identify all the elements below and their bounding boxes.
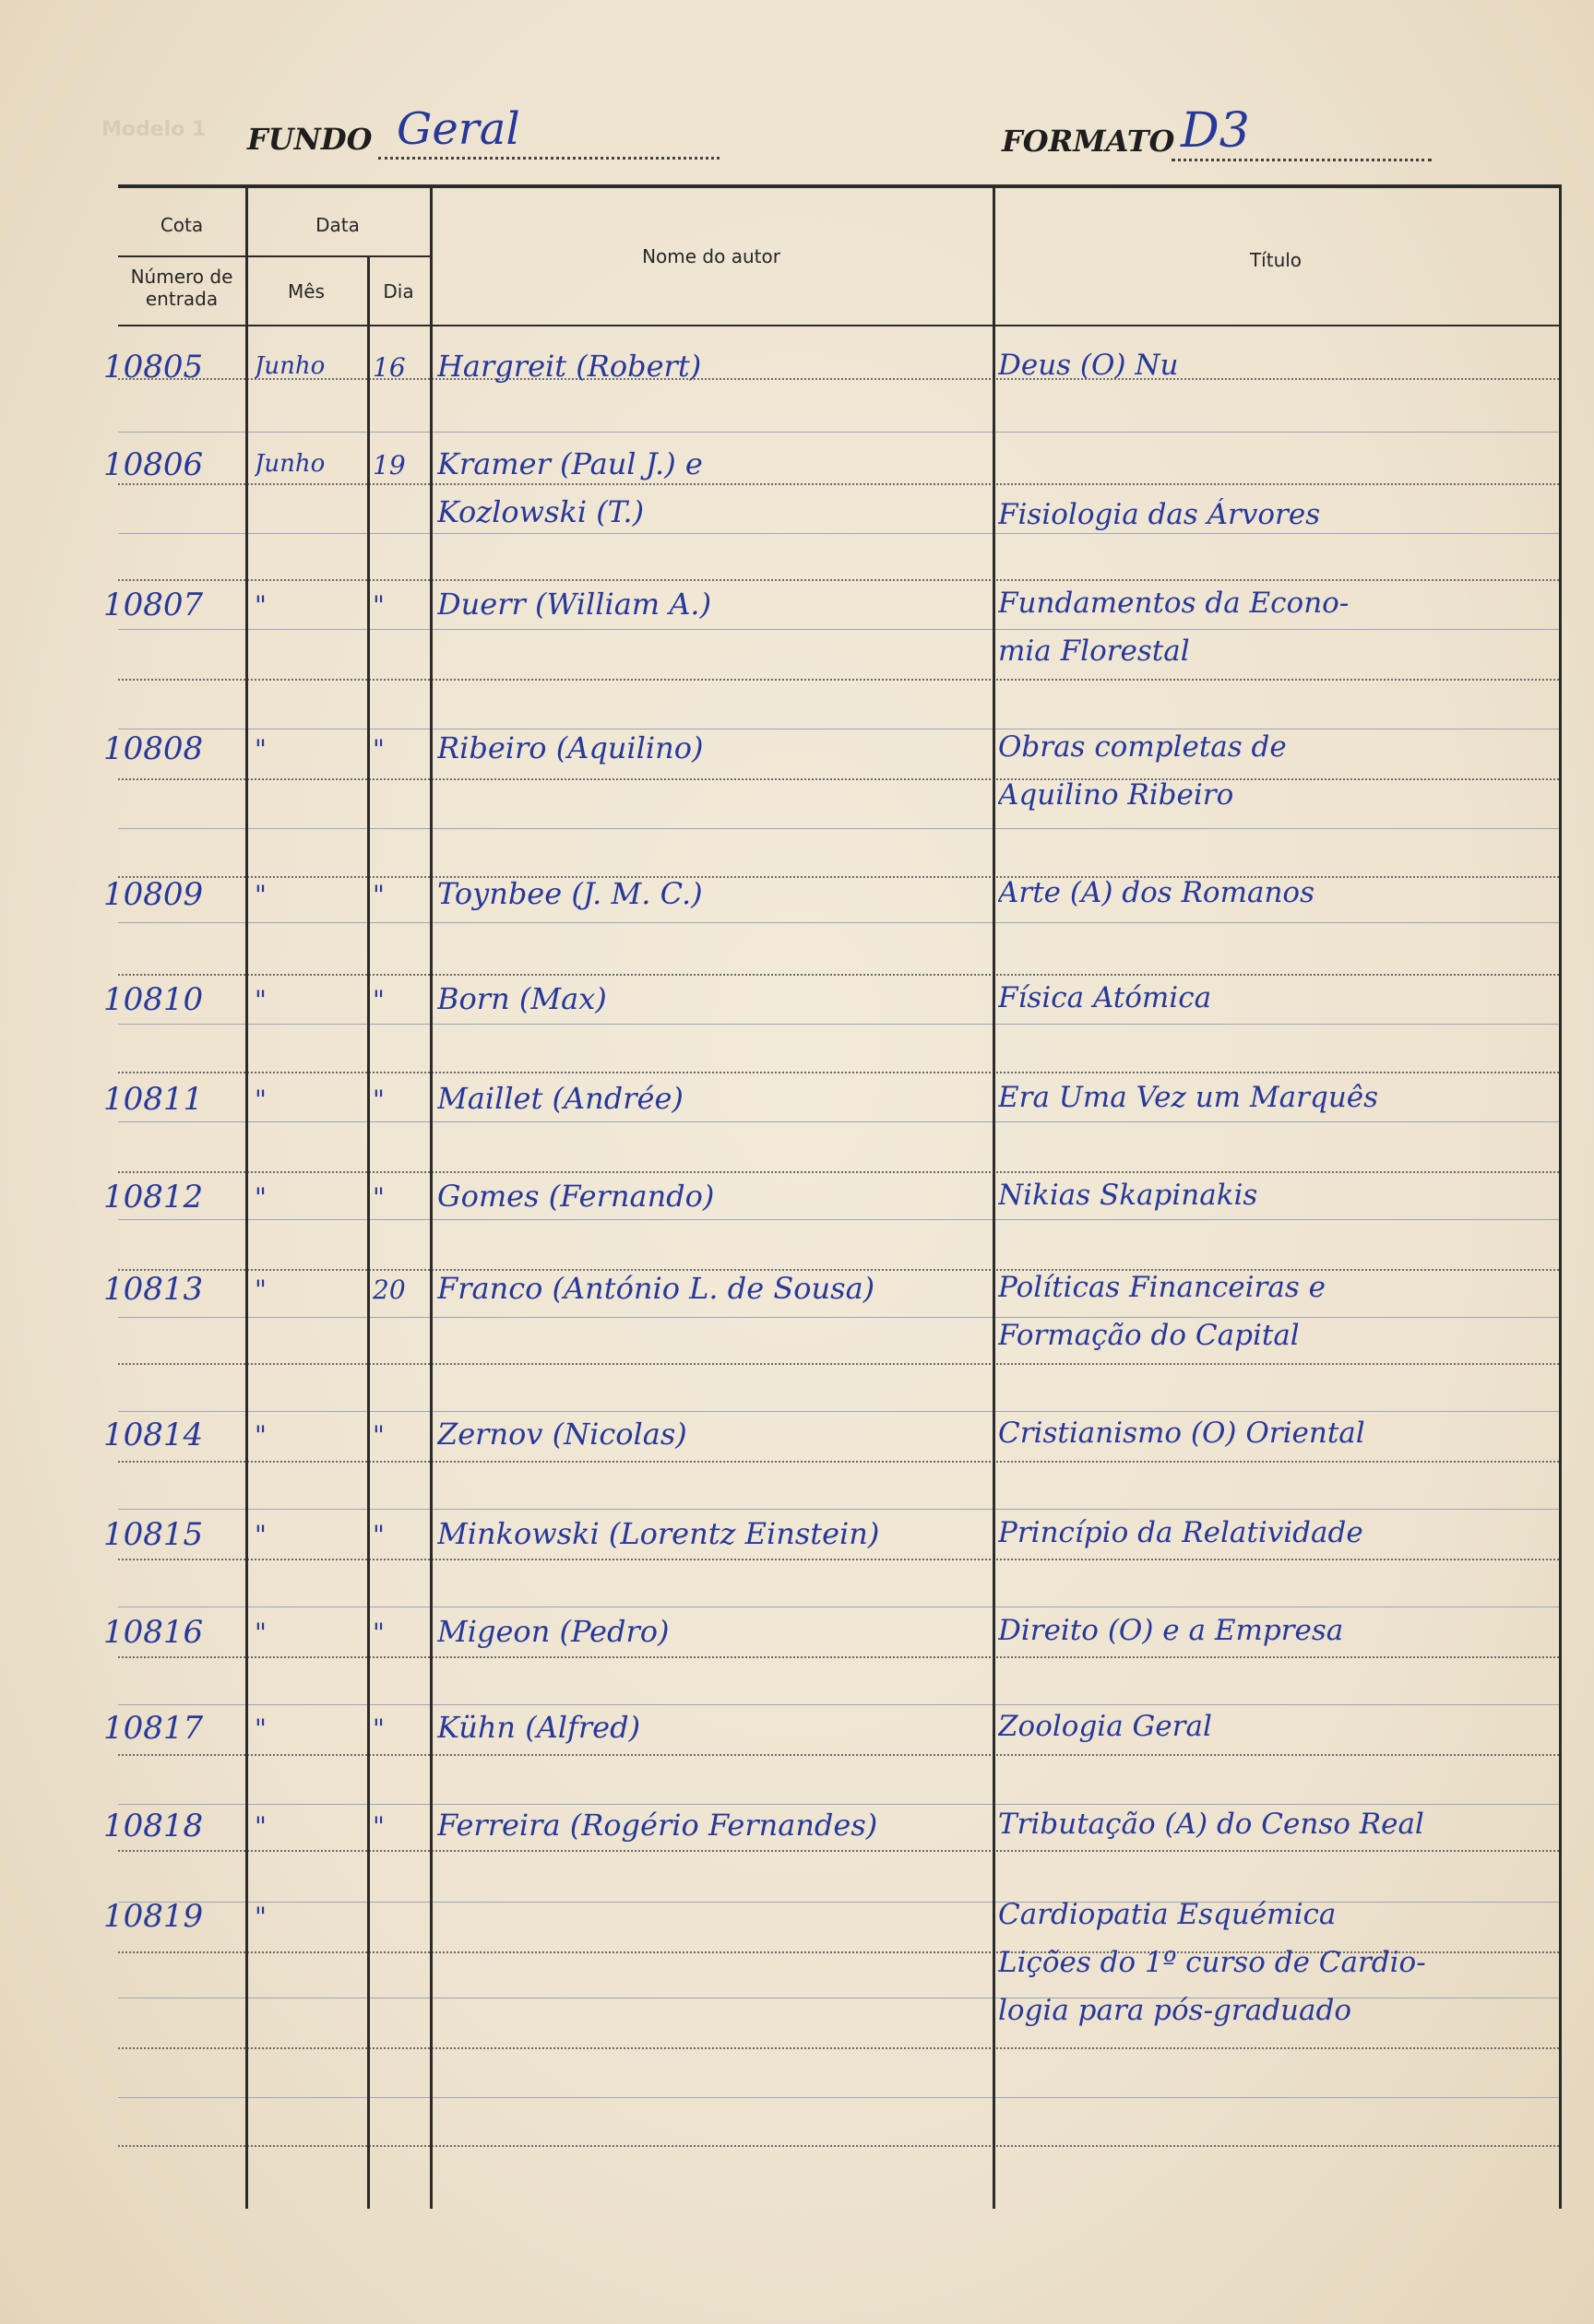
- entry-title: Zoologia Geral: [998, 1710, 1212, 1743]
- entry-day: ": [373, 880, 385, 910]
- ruled-line: [118, 378, 1559, 380]
- entry-month: ": [255, 590, 267, 621]
- ruled-line: [118, 1461, 1559, 1463]
- entry-author: Kühn (Alfred): [437, 1710, 641, 1745]
- ruled-line: [118, 828, 1559, 829]
- entry-author: Toynbee (J. M. C.): [437, 876, 703, 911]
- ruled-line: [118, 876, 1559, 878]
- ruled-line: [118, 1171, 1559, 1173]
- entry-number: 10813: [103, 1271, 204, 1308]
- ruled-line: [118, 1704, 1559, 1705]
- formato-line: [1172, 159, 1432, 161]
- entry-month: ": [255, 1520, 267, 1550]
- entry-day: ": [373, 1520, 385, 1550]
- entry-title: Arte (A) dos Romanos: [998, 876, 1314, 909]
- entry-day: ": [373, 1085, 385, 1115]
- entry-title: Cristianismo (O) Oriental: [998, 1417, 1365, 1450]
- entry-author: Minkowski (Lorentz Einstein): [437, 1516, 880, 1551]
- ruled-line: [118, 778, 1559, 780]
- entry-author: Gomes (Fernando): [437, 1179, 715, 1214]
- autor-header: Nome do autor: [642, 245, 780, 267]
- entry-author: Hargreit (Robert): [437, 349, 702, 384]
- autor-column-rule: [993, 184, 995, 2209]
- ruled-line: [118, 1072, 1559, 1073]
- ruled-line: [118, 483, 1559, 485]
- formato-label: FORMATO: [1002, 124, 1175, 159]
- entry-title: Lições do 1º curso de Cardio-: [998, 1946, 1426, 1979]
- entry-author: Franco (António L. de Sousa): [437, 1271, 875, 1306]
- entry-author: Migeon (Pedro): [437, 1614, 670, 1649]
- entry-title: Cardiopatia Esquémica: [998, 1898, 1337, 1931]
- entry-month: Junho: [255, 450, 326, 478]
- numero-entrada-header: Número de entrada: [130, 266, 233, 310]
- entry-month: ": [255, 734, 267, 765]
- data-header: Data: [315, 214, 360, 236]
- entry-day: ": [373, 1420, 385, 1451]
- ruled-line: [118, 1317, 1559, 1318]
- ruled-line: [118, 579, 1559, 581]
- entry-number: 10815: [103, 1516, 204, 1553]
- fundo-label: FUNDO: [247, 122, 373, 157]
- ruled-line: [118, 974, 1559, 976]
- entry-month: ": [255, 1902, 267, 1932]
- entry-author: Duerr (William A.): [437, 587, 712, 622]
- entry-author: Born (Max): [437, 981, 607, 1016]
- entry-title: logia para pós-graduado: [998, 1994, 1351, 2027]
- entry-number: 10808: [103, 730, 204, 767]
- entry-author: Kramer (Paul J.) e: [437, 446, 703, 481]
- entry-author: Zernov (Nicolas): [437, 1417, 687, 1452]
- entry-title: Fisiologia das Árvores: [998, 498, 1321, 531]
- dia-column-rule: [430, 184, 433, 2209]
- right-column-rule: [1559, 184, 1562, 2209]
- dia-header: Dia: [383, 280, 414, 302]
- entry-day: ": [373, 734, 385, 765]
- entry-title: Princípio da Relatividade: [998, 1516, 1363, 1549]
- entry-title: Física Atómica: [998, 981, 1212, 1014]
- data-sub-rule: [245, 255, 430, 257]
- entry-number: 10809: [103, 876, 204, 913]
- entry-title: Direito (O) e a Empresa: [998, 1614, 1344, 1647]
- entry-title: Aquilino Ribeiro: [998, 778, 1234, 812]
- entry-title: Nikias Skapinakis: [998, 1179, 1258, 1212]
- fundo-value: Geral: [397, 103, 520, 155]
- ruled-line: [118, 1850, 1559, 1852]
- ruled-line: [118, 2145, 1559, 2147]
- entry-day: ": [373, 985, 385, 1015]
- ruled-line: [118, 1219, 1559, 1220]
- entry-month: ": [255, 1085, 267, 1115]
- entry-number: 10807: [103, 587, 204, 623]
- entry-title: Tributação (A) do Censo Real: [998, 1808, 1424, 1841]
- entry-number: 10817: [103, 1710, 204, 1747]
- ruled-line: [118, 1509, 1559, 1510]
- ruled-line: [118, 1559, 1559, 1560]
- ruled-line: [118, 1804, 1559, 1805]
- entry-number: 10818: [103, 1808, 204, 1844]
- cota-header: Cota: [160, 214, 204, 236]
- entry-title: Políticas Financeiras e: [998, 1271, 1326, 1304]
- ruled-line: [118, 432, 1559, 433]
- entry-author: Ribeiro (Aquilino): [437, 730, 704, 765]
- entry-number: 10819: [103, 1898, 204, 1935]
- entry-title: mia Florestal: [998, 634, 1190, 668]
- entry-day: 20: [373, 1275, 406, 1305]
- entry-month: ": [255, 1618, 267, 1648]
- entry-month: ": [255, 880, 267, 910]
- ruled-line: [118, 922, 1559, 923]
- entry-author: Maillet (Andrée): [437, 1081, 684, 1116]
- fundo-line: [378, 157, 720, 160]
- ruled-line: [118, 2047, 1559, 2049]
- ruled-line: [118, 533, 1559, 534]
- entry-month: ": [255, 1713, 267, 1744]
- entry-title: Fundamentos da Econo-: [998, 587, 1350, 620]
- ruled-line: [118, 1902, 1559, 1903]
- ruled-line: [118, 679, 1559, 681]
- entry-day: ": [373, 1811, 385, 1842]
- ruled-line: [118, 629, 1559, 630]
- entry-month: ": [255, 1182, 267, 1213]
- ghost-print-text: Modelo 1: [101, 118, 207, 141]
- ruled-line: [118, 1024, 1559, 1025]
- entry-day: ": [373, 590, 385, 621]
- entry-number: 10810: [103, 981, 204, 1018]
- ruled-line: [118, 2097, 1559, 2098]
- formato-value: D3: [1181, 103, 1250, 159]
- entry-day: ": [373, 1182, 385, 1213]
- entry-month: ": [255, 1420, 267, 1451]
- entry-day: 16: [373, 352, 406, 383]
- entry-number: 10811: [103, 1081, 204, 1118]
- entry-day: ": [373, 1713, 385, 1744]
- top-rule: [118, 184, 1559, 188]
- mes-header: Mês: [288, 280, 325, 302]
- entry-day: ": [373, 1618, 385, 1648]
- titulo-header: Título: [1249, 249, 1303, 271]
- entry-title: Obras completas de: [998, 730, 1287, 764]
- mes-column-rule: [367, 255, 370, 2209]
- entry-number: 10816: [103, 1614, 204, 1651]
- entry-title: Formação do Capital: [998, 1319, 1300, 1352]
- entry-month: Junho: [255, 352, 326, 380]
- entry-title: Deus (O) Nu: [998, 349, 1179, 382]
- cota-column-rule: [245, 184, 248, 2209]
- entry-author: Ferreira (Rogério Fernandes): [437, 1808, 878, 1843]
- entry-month: ": [255, 1275, 267, 1305]
- entry-number: 10805: [103, 349, 204, 385]
- header-bottom-rule: [118, 325, 1559, 326]
- ruled-line: [118, 1656, 1559, 1658]
- ruled-line: [118, 1121, 1559, 1122]
- ruled-line: [118, 1363, 1559, 1365]
- entry-author: Kozlowski (T.): [437, 494, 645, 529]
- entry-number: 10806: [103, 446, 204, 483]
- entry-day: 19: [373, 450, 406, 480]
- ruled-line: [118, 1754, 1559, 1756]
- entry-number: 10812: [103, 1179, 204, 1215]
- entry-month: ": [255, 1811, 267, 1842]
- entry-month: ": [255, 985, 267, 1015]
- entry-title: Era Uma Vez um Marquês: [998, 1081, 1379, 1114]
- ruled-line: [118, 1411, 1559, 1412]
- entry-number: 10814: [103, 1417, 204, 1453]
- cota-sub-rule: [118, 255, 245, 257]
